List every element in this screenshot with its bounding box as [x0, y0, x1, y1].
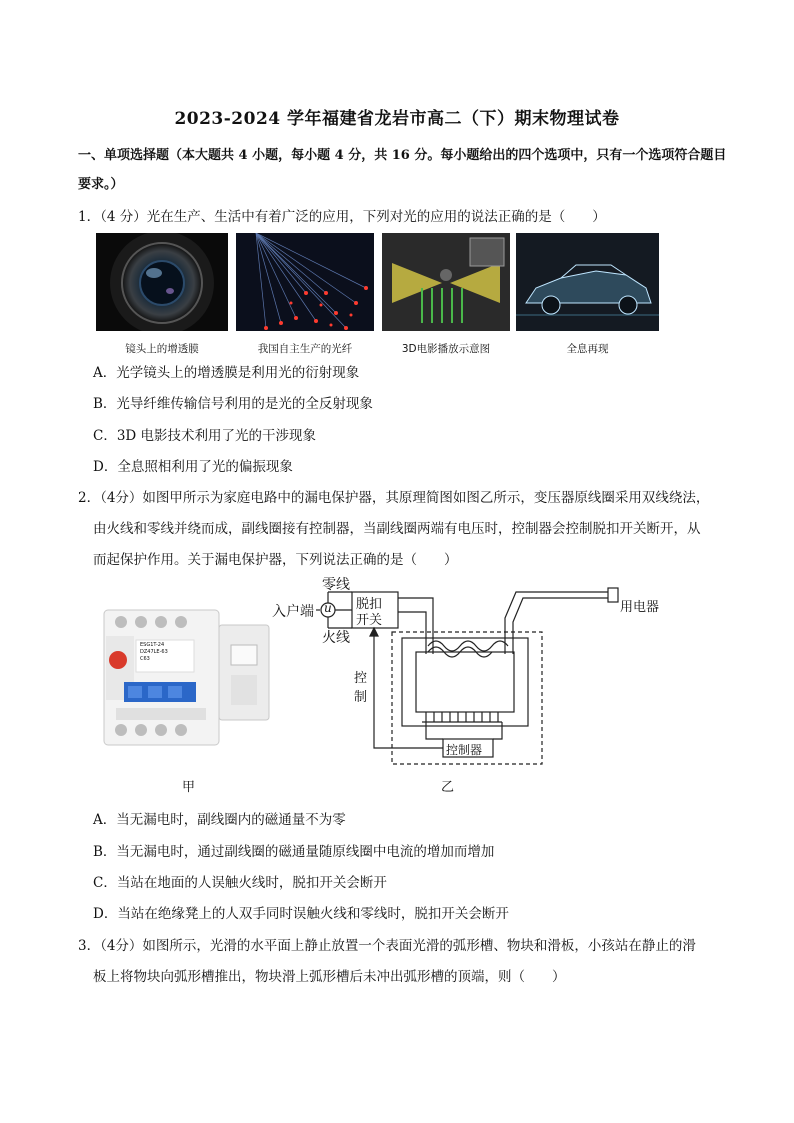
breaker-photo: [96, 600, 276, 760]
breaker-spec2: C63: [140, 656, 150, 662]
source-symbol: u: [324, 601, 332, 615]
question-3-stem-line2: 板上将物块向弧形槽推出，物块滑上弧形槽后未冲出弧形槽的顶端，则（ ）: [93, 969, 566, 985]
fire-wire-label: 火线: [322, 630, 350, 646]
q1-option-c: C．3D 电影技术利用了光的干涉现象: [93, 428, 317, 444]
q2-option-b: B．当无漏电时，通过副线圈的磁通量随原线圈中电流的增加而增加: [93, 844, 495, 860]
breaker-spec1: DZ47LE-63: [140, 649, 168, 655]
appliance-label: 用电器: [620, 600, 660, 615]
question-2-stem-line3: 而起保护作用。关于漏电保护器，下列说法正确的是（ ）: [93, 552, 458, 568]
q1-option-a: A．光学镜头上的增透膜是利用光的衍射现象: [93, 365, 360, 381]
question-2-stem-line1: 2．（4分）如图甲所示为家庭电路中的漏电保护器，其原理简图如图乙所示，变压器原线圈采用双线绕法，: [78, 490, 710, 506]
q2-option-a: A．当无漏电时，副线圈内的磁通量不为零: [93, 812, 346, 828]
breaker-model: ESG1T-24: [140, 642, 165, 648]
lens-photo: [96, 233, 228, 331]
page-title: 2023-2024 学年福建省龙岩市高二（下）期末物理试卷: [174, 109, 620, 129]
caption-3d: 3D电影播放示意图: [401, 343, 491, 355]
hologram-car-photo: [516, 233, 659, 331]
3d-movie-diagram: [382, 233, 510, 331]
figure-a-label: 甲: [182, 780, 196, 795]
section-heading: 一、单项选择题（本大题共 4 小题，每小题 4 分，共 16 分。每小题给出的四个选项中，只有一个选项符合题目要求。）: [78, 148, 727, 192]
switch-label-line1: 脱扣: [356, 597, 383, 612]
question-3-stem-line1: 3．（4分）如图所示，光滑的水平面上静止放置一个表面光滑的弧形槽、物块和滑板，小孩站在静止的滑: [78, 938, 696, 954]
control-label-1: 控: [354, 671, 368, 686]
control-label-2: 制: [354, 690, 368, 705]
zero-wire-label: 零线: [322, 577, 350, 593]
switch-label-line2: 开关: [356, 613, 383, 628]
q2-option-c: C．当站在地面的人误触火线时，脱扣开关会断开: [93, 875, 387, 891]
q1-option-d: D．全息照相利用了光的偏振现象: [93, 459, 293, 475]
caption-hologram: 全息再现: [566, 343, 609, 355]
controller-label: 控制器: [446, 743, 483, 757]
figure-b-label: 乙: [441, 780, 455, 795]
question-1-stem: 1．（4 分）光在生产、生活中有着广泛的应用，下列对光的应用的说法正确的是（ ）: [78, 209, 606, 225]
caption-lens: 镜头上的增透膜: [125, 343, 199, 355]
optical-fiber-photo: [236, 233, 374, 331]
q1-option-b: B．光导纤维传输信号利用的是光的全反射现象: [93, 396, 373, 412]
caption-fiber: 我国自主生产的光纤: [257, 343, 353, 355]
question-2-stem-line2: 由火线和零线并绕而成，副线圈接有控制器，当副线圈两端有电压时，控制器会控制脱扣开关断开，从: [93, 521, 701, 537]
q2-option-d: D．当站在绝缘凳上的人双手同时误触火线和零线时，脱扣开关会断开: [93, 906, 509, 922]
entry-label: 入户端: [272, 604, 314, 620]
